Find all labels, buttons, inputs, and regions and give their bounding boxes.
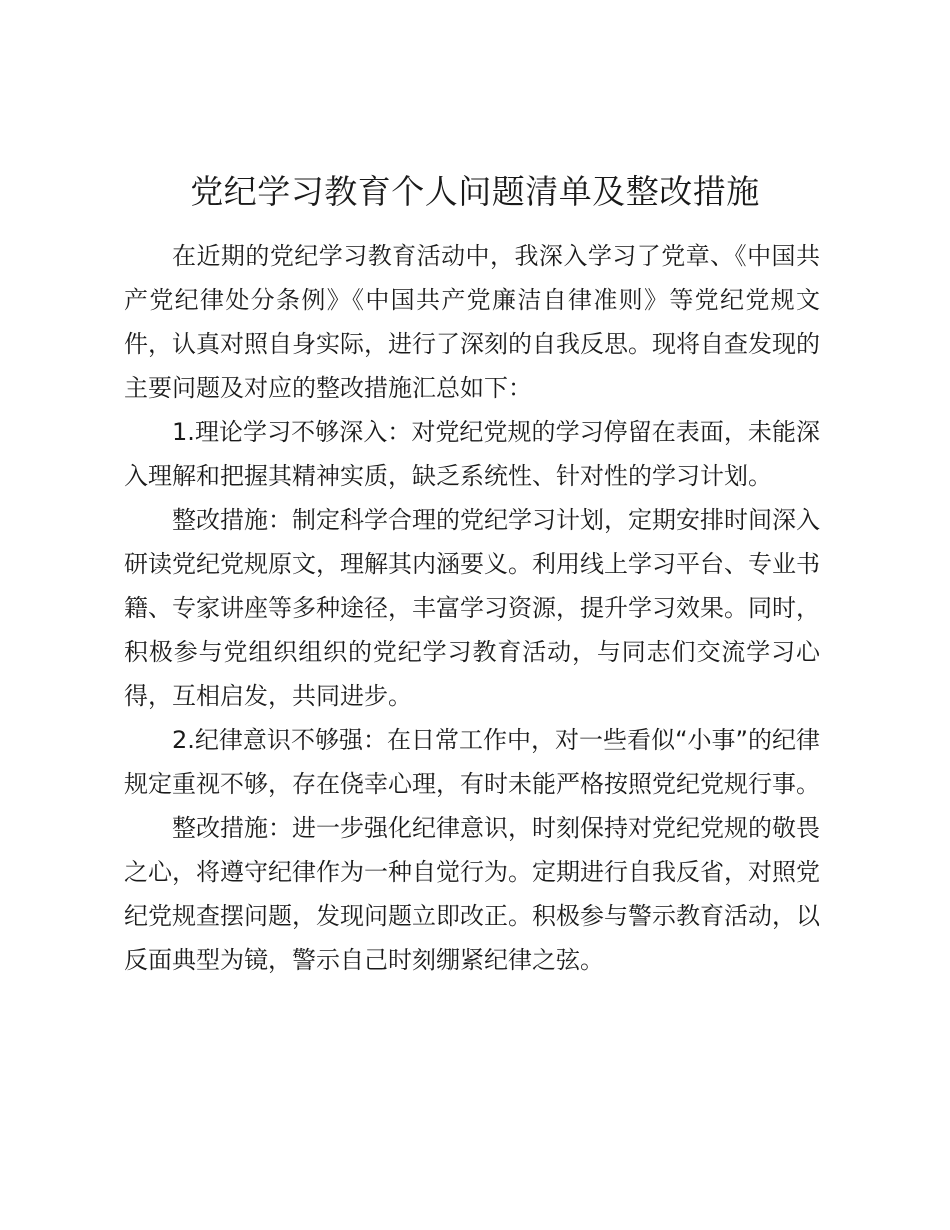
paragraph-issue-2: 2.纪律意识不够强：在日常工作中，对一些看似“小事”的纪律规定重视不够，存在侥幸心理，有时未能严格按照党纪党规行事。 — [124, 726, 820, 798]
paragraph-issue-1: 1.理论学习不够深入：对党纪党规的学习停留在表面，未能深入理解和把握其精神实质，缺乏系统性、针对性的学习计划。 — [124, 418, 820, 490]
paragraph-intro: 在近期的党纪学习教育活动中，我深入学习了党章、《中国共产党纪律处分条例》《中国共产党廉洁自律准则》等党纪党规文件，认真对照自身实际，进行了深刻的自我反思。现将自查发现的主要问题及对应的整改措施汇总如下： — [124, 242, 820, 402]
paragraph-measure-2: 整改措施：进一步强化纪律意识，时刻保持对党纪党规的敬畏之心，将遵守纪律作为一种自觉行为。定期进行自我反省，对照党纪党规查摆问题，发现问题立即改正。积极参与警示教育活动，以反面典型为镜，警示自己时刻绷紧纪律之弦。 — [124, 814, 820, 974]
document-title: 党纪学习教育个人问题清单及整改措施 — [190, 172, 760, 211]
paragraph-measure-1: 整改措施：制定科学合理的党纪学习计划，定期安排时间深入研读党纪党规原文，理解其内涵要义。利用线上学习平台、专业书籍、专家讲座等多种途径，丰富学习资源，提升学习效果。同时，积极参与党组织组织的党纪学习教育活动，与同志们交流学习心得，互相启发，共同进步。 — [124, 506, 820, 710]
document-body — [124, 234, 820, 982]
